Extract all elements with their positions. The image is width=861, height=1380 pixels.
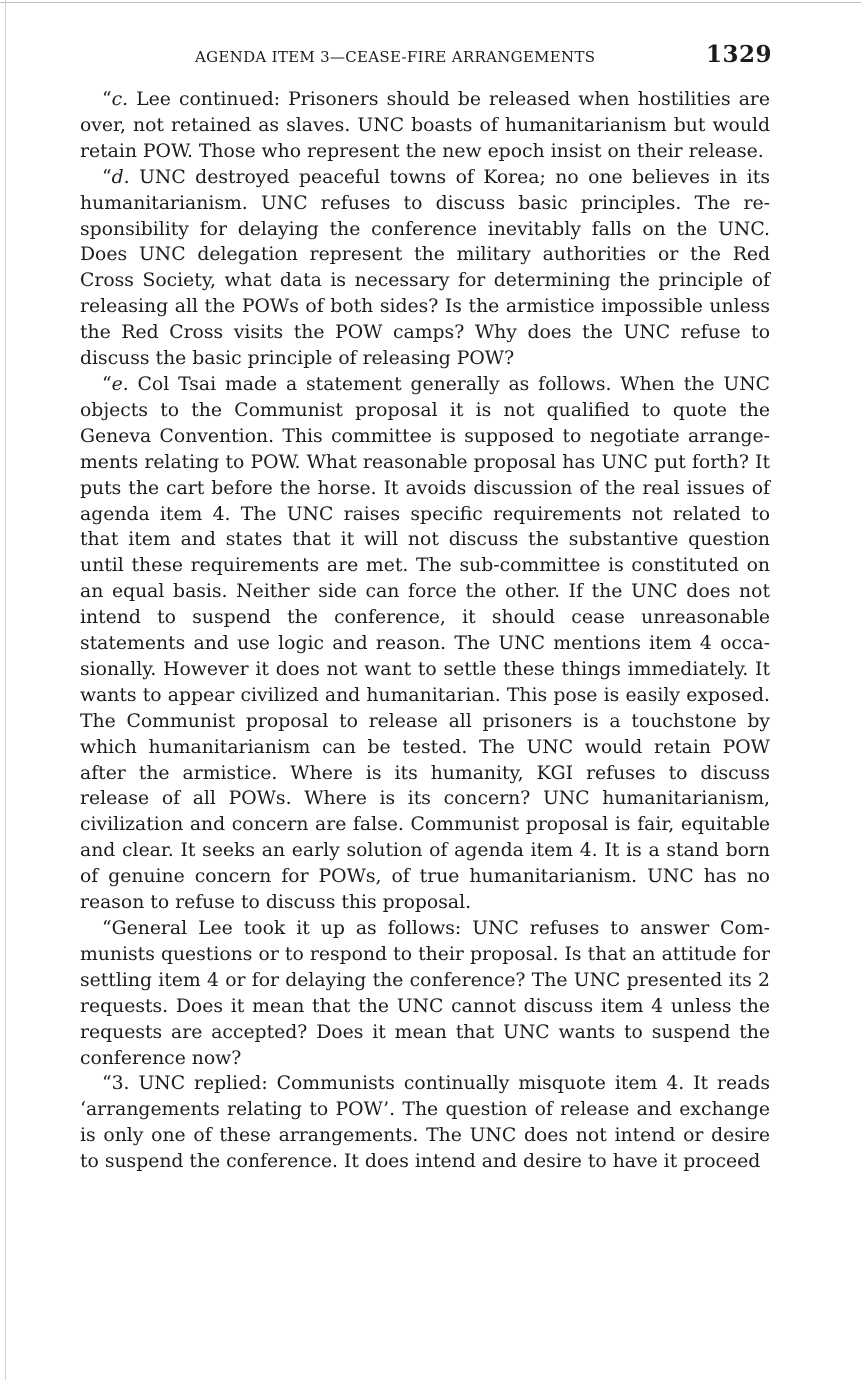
running-head <box>80 38 772 74</box>
paragraph-c-text: Lee continued: Prisoners should be released when hostilities are over, not retained as slaves. UNC boasts of humanitarianism but would retain POW. Those who represent the new epoch insist on their release. <box>80 89 770 162</box>
paragraph-general-lee <box>80 916 770 1071</box>
paragraph-d-quote: “ <box>102 166 112 188</box>
paragraph-c <box>80 87 770 165</box>
paragraph-c-quote: “ <box>102 89 112 110</box>
paragraph-d-label: d. <box>111 166 130 188</box>
body-text <box>80 87 770 1175</box>
page-number: 1329 <box>705 41 772 68</box>
top-edge-rule <box>0 2 861 3</box>
paragraph-d <box>80 165 770 372</box>
paragraph-e-label: e. <box>111 373 129 395</box>
paragraph-c-label: c. <box>111 89 129 110</box>
running-head-title: AGENDA ITEM 3—CEASE-FIRE ARRANGEMENTS <box>195 48 596 66</box>
paragraph-e-quote: “ <box>102 373 112 395</box>
paragraph-e <box>80 372 770 916</box>
paragraph-d-text: UNC destroyed peaceful towns of Korea; no one believes in its humanitarianism. UNC refuses to discuss basic principles. The responsibility for delaying the conference inevitably falls on the UNC. Does UNC delegation represent the military authorities or the Red Cross Society, what data is necessary for determining the principle of releasing all the POWs of both sides? Is the armistice impossible unless the Red Cross visits the POW camps? Why does the UNC refuse to discuss the basic principle of releasing POW? <box>80 166 770 370</box>
paragraph-3-text: “3. UNC replied: Communists continually misquote item 4. It reads ‘arrangements relating to POW’. The question of release and exchange is only one of these arrangements. The UNC does not intend or desire to suspend the conference. It does intend and desire to have it proceed <box>80 1073 770 1173</box>
paragraph-general-lee-text: “General Lee took it up as follows: UNC refuses to answer Communists questions or to respond to their proposal. Is that an attitude for settling item 4 or for delaying the conference? The UNC presented its 2 requests. Does it mean that the UNC cannot discuss item 4 unless the requests are accepted? Does it mean that UNC wants to suspend the conference now? <box>80 918 770 1069</box>
left-margin-rule <box>5 0 6 1380</box>
paragraph-e-text: Col Tsai made a statement generally as follows. When the UNC objects to the Communist proposal it is not qualified to quote the Geneva Convention. This committee is supposed to negotiate arrangements relating to POW. What reasonable proposal has UNC put forth? It puts the cart before the horse. It avoids discussion of the real issues of agenda item 4. The UNC raises specific requirements not related to that item and states that it will not discuss the substantive question until these requirements are met. The sub-committee is constituted on an equal basis. Neither side can force the other. If the UNC does not intend to suspend the conference, it should cease unreasonable statements and use logic and reason. The UNC mentions item 4 occasionally. However it does not want to settle these things immediately. It wants to appear civilized and humanitarian. This pose is easily exposed. The Communist proposal to release all prisoners is a touchstone by which humanitarianism can be tested. The UNC would retain POW after the armistice. Where is its humanity, KGI refuses to discuss release of all POWs. Where is its concern? UNC humanitarianism, civilization and concern are false. Communist proposal is fair, equitable and clear. It seeks an early solution of agenda item 4. It is a stand born of genuine concern for POWs, of true humanitarianism. UNC has no reason to refuse to discuss this proposal. <box>80 373 770 914</box>
paragraph-3 <box>80 1071 770 1175</box>
